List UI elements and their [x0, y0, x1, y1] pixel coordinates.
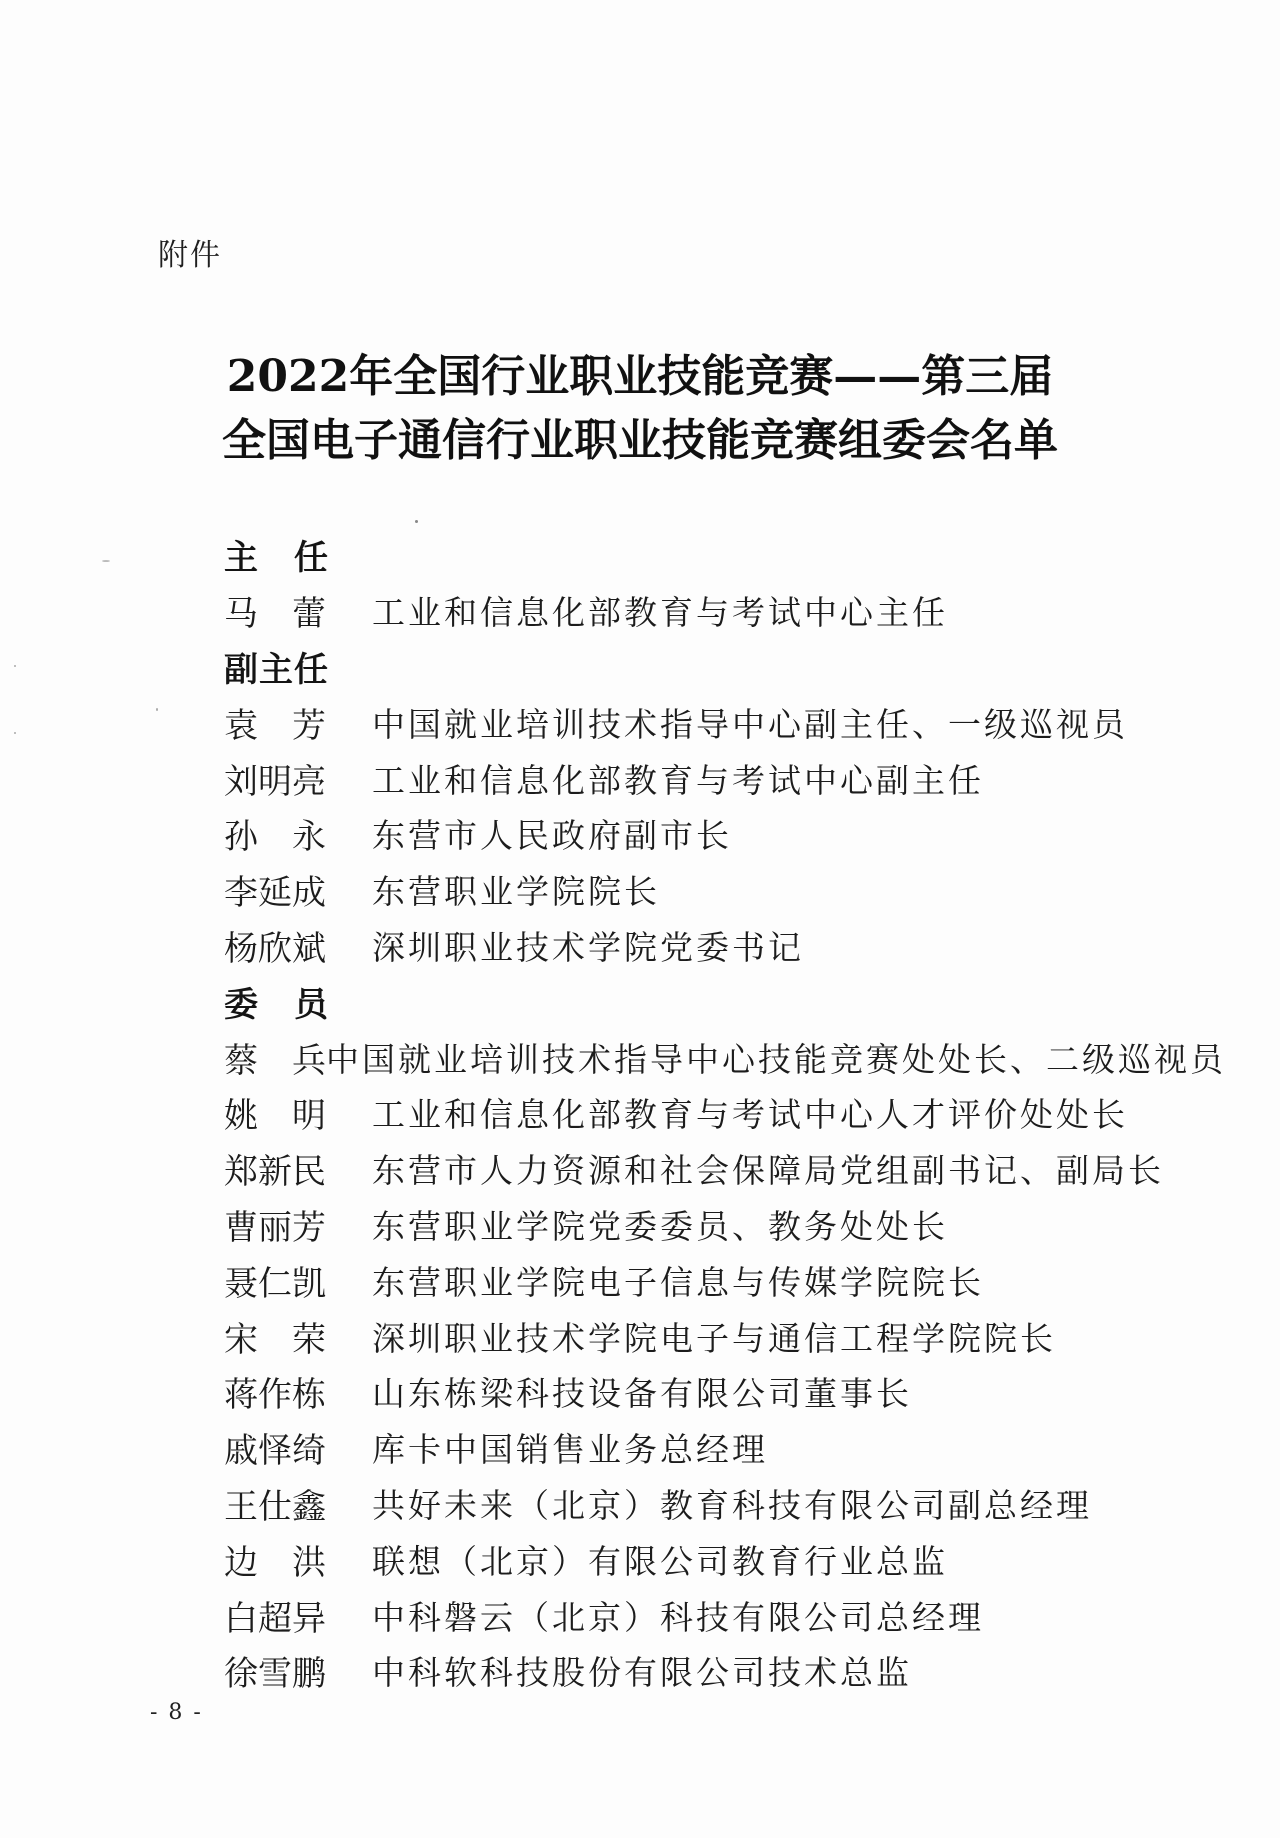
member-name: 刘明亮 [224, 761, 326, 802]
member-name: 郑新民 [224, 1152, 326, 1193]
member-position: 中科磐云（北京）科技有限公司总经理 [372, 1597, 984, 1637]
member-position: 中国就业培训技术指导中心技能竞赛处处长、二级巡视员 [326, 1039, 1226, 1079]
section-heading-director [224, 527, 1224, 583]
member-name: 蒋作栋 [224, 1375, 326, 1416]
member-name: 戚怿绮 [224, 1431, 326, 1472]
member-name: 袁 芳 [224, 705, 326, 746]
attachment-label: 附件 [158, 238, 222, 273]
scan-speck [102, 560, 110, 562]
member-position: 工业和信息化部教育与考试中心副主任 [372, 760, 984, 800]
member-name: 宋 荣 [224, 1319, 326, 1360]
member-position: 工业和信息化部教育与考试中心人才评价处处长 [372, 1095, 1128, 1135]
document-title [0, 345, 1280, 473]
member-position: 深圳职业技术学院党委书记 [372, 927, 804, 967]
committee-roster [224, 527, 1224, 1699]
section-heading-deputy-director [224, 639, 1224, 695]
section-heading: 副主任 [224, 649, 329, 690]
member-position: 中科软科技股份有限公司技术总监 [372, 1653, 912, 1693]
member-position: 工业和信息化部教育与考试中心主任 [372, 593, 948, 633]
member-position: 东营职业学院党委委员、教务处处长 [372, 1206, 948, 1246]
member-name: 马 蕾 [224, 594, 326, 635]
member-name: 蔡 兵 [224, 1040, 326, 1081]
member-name: 曹丽芳 [224, 1207, 326, 1248]
member-name: 姚 明 [224, 1096, 326, 1137]
member-position: 东营市人力资源和社会保障局党组副书记、副局长 [372, 1151, 1164, 1191]
scan-speck [415, 520, 418, 523]
member-row [224, 1252, 1224, 1308]
member-position: 联想（北京）有限公司教育行业总监 [372, 1541, 948, 1581]
member-position: 深圳职业技术学院电子与通信工程学院院长 [372, 1318, 1056, 1358]
member-row [224, 750, 1224, 806]
member-row [224, 862, 1224, 918]
member-row [224, 1364, 1224, 1420]
member-position: 库卡中国销售业务总经理 [372, 1430, 768, 1470]
member-row [224, 1643, 1224, 1699]
member-position: 东营职业学院电子信息与传媒学院院长 [372, 1262, 984, 1302]
member-name: 白超异 [224, 1598, 326, 1639]
member-row [224, 806, 1224, 862]
scan-speck [14, 665, 16, 667]
member-name: 孙 永 [224, 817, 326, 858]
section-heading: 主 任 [224, 538, 329, 579]
member-row [224, 918, 1224, 974]
title-line-1: 2022年全国行业职业技能竞赛——第三届 [226, 351, 1054, 402]
member-row [224, 1587, 1224, 1643]
scan-speck [14, 732, 16, 734]
member-position: 共好未来（北京）教育科技有限公司副总经理 [372, 1485, 1092, 1525]
member-row [224, 1029, 1224, 1085]
member-name: 徐雪鹏 [224, 1654, 326, 1695]
section-heading-members [224, 973, 1224, 1029]
member-name: 王仕鑫 [224, 1486, 326, 1527]
member-name: 边 洪 [224, 1542, 326, 1583]
member-position: 中国就业培训技术指导中心副主任、一级巡视员 [372, 704, 1128, 744]
member-position: 东营市人民政府副市长 [372, 816, 732, 856]
member-row [224, 1420, 1224, 1476]
member-row [224, 1085, 1224, 1141]
member-row [224, 1197, 1224, 1253]
member-row [224, 583, 1224, 639]
member-position: 东营职业学院院长 [372, 872, 660, 912]
member-position: 山东栋梁科技设备有限公司董事长 [372, 1374, 912, 1414]
member-row [224, 1476, 1224, 1532]
member-name: 李延成 [224, 873, 326, 914]
member-name: 聂仁凯 [224, 1263, 326, 1304]
member-row [224, 1531, 1224, 1587]
section-heading: 委 员 [224, 984, 329, 1025]
member-name: 杨欣斌 [224, 928, 326, 969]
scan-speck [156, 708, 158, 711]
member-row [224, 694, 1224, 750]
member-row [224, 1141, 1224, 1197]
title-line-2: 全国电子通信行业职业技能竞赛组委会名单 [222, 415, 1058, 466]
member-row [224, 1308, 1224, 1364]
page-number: - 8 - [150, 1700, 203, 1725]
